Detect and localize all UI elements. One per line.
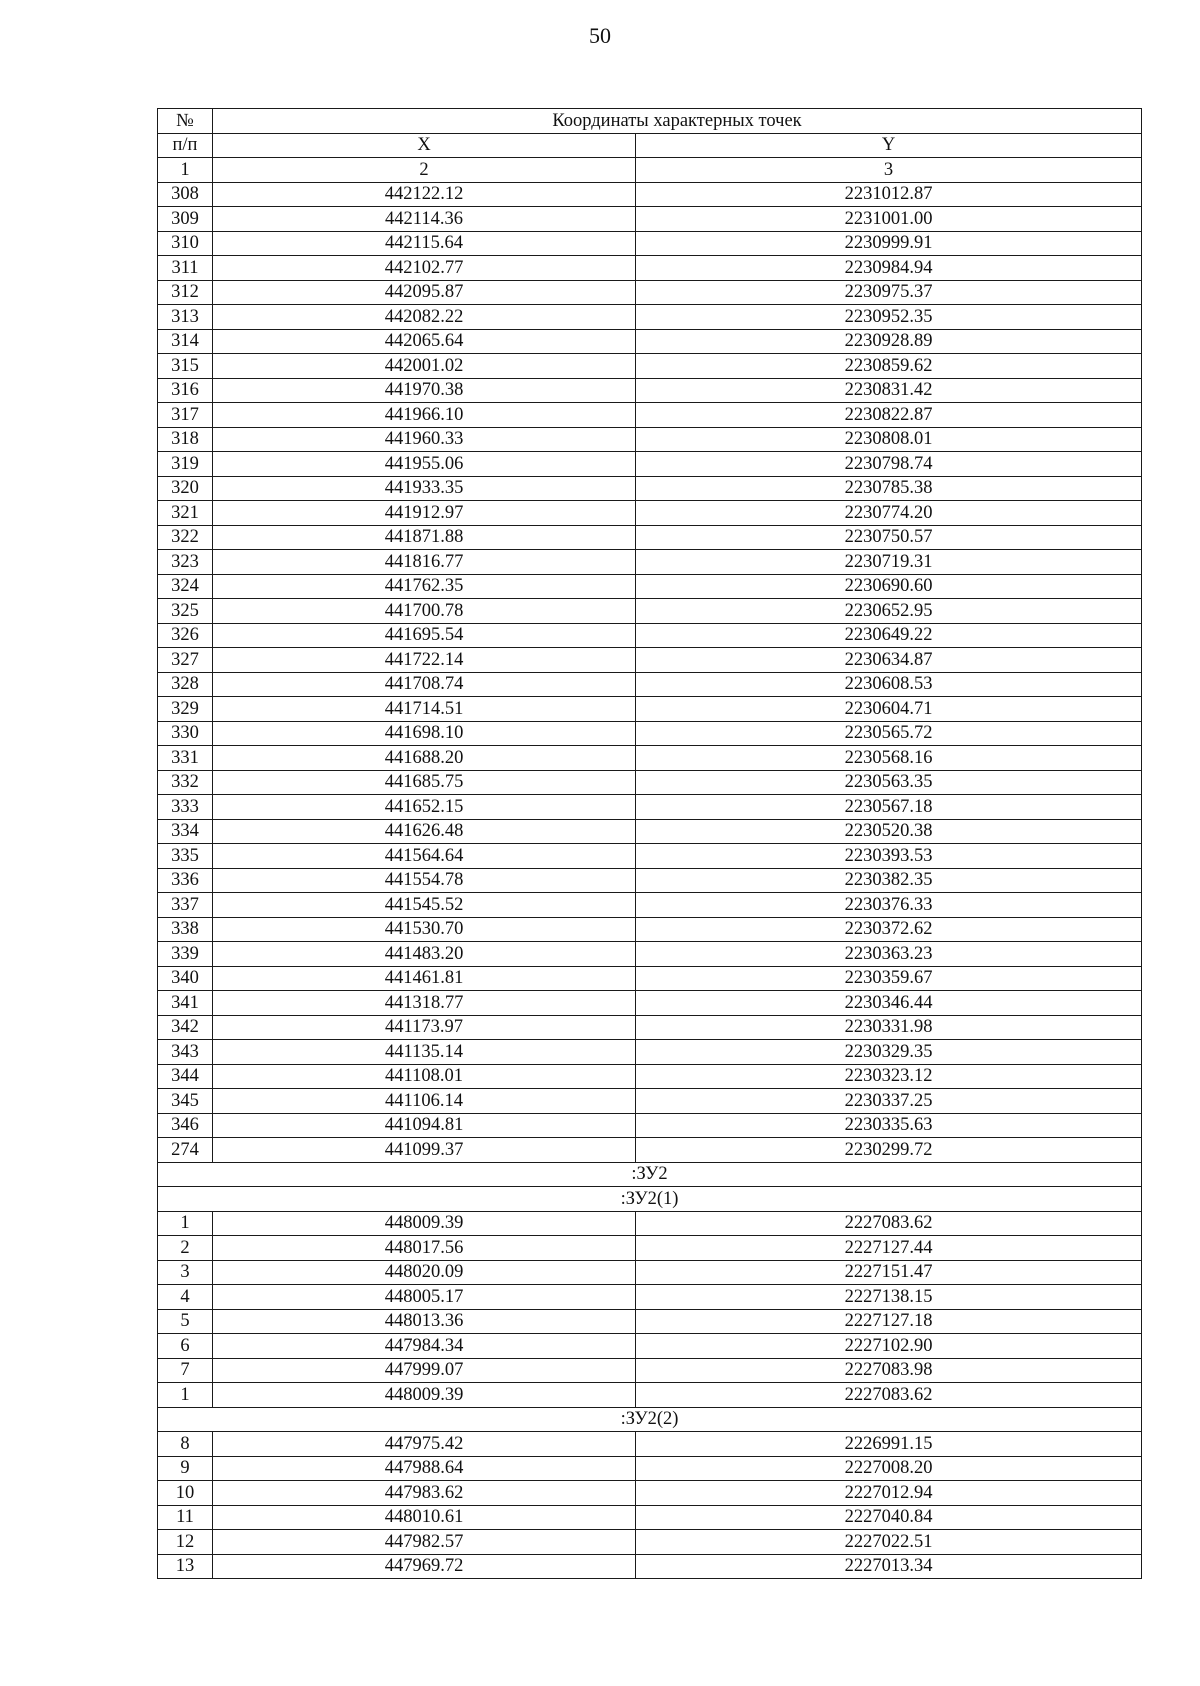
point-number-cell: 5 (158, 1309, 213, 1334)
x-coordinate-cell: 448010.61 (213, 1505, 636, 1530)
point-number-cell: 274 (158, 1138, 213, 1163)
x-coordinate-cell: 447984.34 (213, 1334, 636, 1359)
table-row (158, 1554, 1142, 1579)
x-coordinate-cell: 441530.70 (213, 917, 636, 942)
table-row (158, 991, 1142, 1016)
y-coordinate-cell: 2230376.33 (636, 893, 1142, 918)
y-coordinate-cell: 2230382.35 (636, 868, 1142, 893)
table-row (158, 1113, 1142, 1138)
point-number-cell: 346 (158, 1113, 213, 1138)
table-body (158, 182, 1142, 1579)
point-number-cell: 2 (158, 1236, 213, 1261)
table-row (158, 354, 1142, 379)
point-number-cell: 343 (158, 1040, 213, 1065)
y-coordinate-cell: 2230952.35 (636, 305, 1142, 330)
x-coordinate-cell: 447983.62 (213, 1481, 636, 1506)
header-col-1: 1 (158, 158, 213, 183)
x-coordinate-cell: 441564.64 (213, 844, 636, 869)
header-row-2 (158, 133, 1142, 158)
x-coordinate-cell: 441762.35 (213, 574, 636, 599)
table-row (158, 280, 1142, 305)
y-coordinate-cell: 2230719.31 (636, 550, 1142, 575)
y-coordinate-cell: 2231001.00 (636, 207, 1142, 232)
x-coordinate-cell: 441698.10 (213, 721, 636, 746)
x-coordinate-cell: 447982.57 (213, 1530, 636, 1555)
y-coordinate-cell: 2230785.38 (636, 476, 1142, 501)
table-row (158, 1358, 1142, 1383)
table-row (158, 329, 1142, 354)
y-coordinate-cell: 2230372.62 (636, 917, 1142, 942)
coordinates-table (157, 108, 1142, 1579)
y-coordinate-cell: 2230608.53 (636, 672, 1142, 697)
table-row (158, 1309, 1142, 1334)
point-number-cell: 331 (158, 746, 213, 771)
table-row (158, 1260, 1142, 1285)
point-number-cell: 327 (158, 648, 213, 673)
point-number-cell: 335 (158, 844, 213, 869)
y-coordinate-cell: 2230565.72 (636, 721, 1142, 746)
point-number-cell: 9 (158, 1456, 213, 1481)
y-coordinate-cell: 2230563.35 (636, 770, 1142, 795)
header-col-3: 3 (636, 158, 1142, 183)
x-coordinate-cell: 441461.81 (213, 966, 636, 991)
y-coordinate-cell: 2227138.15 (636, 1285, 1142, 1310)
y-coordinate-cell: 2226991.15 (636, 1432, 1142, 1457)
section-row (158, 1187, 1142, 1212)
y-coordinate-cell: 2230299.72 (636, 1138, 1142, 1163)
y-coordinate-cell: 2227083.62 (636, 1383, 1142, 1408)
table-row (158, 721, 1142, 746)
x-coordinate-cell: 441955.06 (213, 452, 636, 477)
table-row (158, 893, 1142, 918)
x-coordinate-cell: 442102.77 (213, 256, 636, 281)
table-row (158, 648, 1142, 673)
x-coordinate-cell: 441970.38 (213, 378, 636, 403)
point-number-cell: 333 (158, 795, 213, 820)
x-coordinate-cell: 441554.78 (213, 868, 636, 893)
point-number-cell: 328 (158, 672, 213, 697)
point-number-cell: 1 (158, 1211, 213, 1236)
y-coordinate-cell: 2230999.91 (636, 231, 1142, 256)
point-number-cell: 345 (158, 1089, 213, 1114)
y-coordinate-cell: 2230337.25 (636, 1089, 1142, 1114)
header-num-bottom: п/п (158, 133, 213, 158)
point-number-cell: 340 (158, 966, 213, 991)
y-coordinate-cell: 2230393.53 (636, 844, 1142, 869)
point-number-cell: 342 (158, 1015, 213, 1040)
table-row (158, 1456, 1142, 1481)
point-number-cell: 323 (158, 550, 213, 575)
point-number-cell: 6 (158, 1334, 213, 1359)
y-coordinate-cell: 2227083.98 (636, 1358, 1142, 1383)
table-row (158, 966, 1142, 991)
x-coordinate-cell: 441685.75 (213, 770, 636, 795)
table-row (158, 207, 1142, 232)
table-row (158, 574, 1142, 599)
x-coordinate-cell: 441695.54 (213, 623, 636, 648)
point-number-cell: 313 (158, 305, 213, 330)
section-label: :ЗУ2 (158, 1162, 1142, 1187)
y-coordinate-cell: 2230346.44 (636, 991, 1142, 1016)
x-coordinate-cell: 442001.02 (213, 354, 636, 379)
x-coordinate-cell: 448017.56 (213, 1236, 636, 1261)
point-number-cell: 1 (158, 1383, 213, 1408)
section-label: :ЗУ2(1) (158, 1187, 1142, 1212)
table-row (158, 305, 1142, 330)
y-coordinate-cell: 2230652.95 (636, 599, 1142, 624)
table-header (158, 109, 1142, 183)
x-coordinate-cell: 447999.07 (213, 1358, 636, 1383)
point-number-cell: 334 (158, 819, 213, 844)
point-number-cell: 314 (158, 329, 213, 354)
x-coordinate-cell: 441626.48 (213, 819, 636, 844)
page-number: 50 (589, 23, 611, 48)
x-coordinate-cell: 447969.72 (213, 1554, 636, 1579)
y-coordinate-cell: 2230750.57 (636, 525, 1142, 550)
table-row (158, 403, 1142, 428)
table-row (158, 1211, 1142, 1236)
y-coordinate-cell: 2230822.87 (636, 403, 1142, 428)
point-number-cell: 315 (158, 354, 213, 379)
y-coordinate-cell: 2230984.94 (636, 256, 1142, 281)
table-row (158, 1530, 1142, 1555)
y-coordinate-cell: 2227102.90 (636, 1334, 1142, 1359)
point-number-cell: 332 (158, 770, 213, 795)
header-col-2: 2 (213, 158, 636, 183)
y-coordinate-cell: 2230520.38 (636, 819, 1142, 844)
header-group-title: Координаты характерных точек (213, 109, 1142, 134)
point-number-cell: 316 (158, 378, 213, 403)
table-row (158, 256, 1142, 281)
x-coordinate-cell: 448009.39 (213, 1383, 636, 1408)
y-coordinate-cell: 2230604.71 (636, 697, 1142, 722)
x-coordinate-cell: 441722.14 (213, 648, 636, 673)
point-number-cell: 319 (158, 452, 213, 477)
section-row (158, 1407, 1142, 1432)
x-coordinate-cell: 441094.81 (213, 1113, 636, 1138)
table-row (158, 672, 1142, 697)
section-label: :ЗУ2(2) (158, 1407, 1142, 1432)
table-row (158, 942, 1142, 967)
table-row (158, 1040, 1142, 1065)
y-coordinate-cell: 2227151.47 (636, 1260, 1142, 1285)
x-coordinate-cell: 442082.22 (213, 305, 636, 330)
y-coordinate-cell: 2230335.63 (636, 1113, 1142, 1138)
table-row (158, 1015, 1142, 1040)
x-coordinate-cell: 441483.20 (213, 942, 636, 967)
x-coordinate-cell: 448005.17 (213, 1285, 636, 1310)
y-coordinate-cell: 2230568.16 (636, 746, 1142, 771)
point-number-cell: 317 (158, 403, 213, 428)
y-coordinate-cell: 2230329.35 (636, 1040, 1142, 1065)
section-row (158, 1162, 1142, 1187)
header-x: X (213, 133, 636, 158)
header-row-3 (158, 158, 1142, 183)
table-row (158, 1064, 1142, 1089)
x-coordinate-cell: 441108.01 (213, 1064, 636, 1089)
x-coordinate-cell: 448013.36 (213, 1309, 636, 1334)
table-row (158, 1285, 1142, 1310)
table-row (158, 452, 1142, 477)
x-coordinate-cell: 441960.33 (213, 427, 636, 452)
table-row (158, 599, 1142, 624)
x-coordinate-cell: 447975.42 (213, 1432, 636, 1457)
x-coordinate-cell: 441933.35 (213, 476, 636, 501)
y-coordinate-cell: 2230808.01 (636, 427, 1142, 452)
x-coordinate-cell: 441652.15 (213, 795, 636, 820)
x-coordinate-cell: 441700.78 (213, 599, 636, 624)
table-row (158, 550, 1142, 575)
point-number-cell: 312 (158, 280, 213, 305)
x-coordinate-cell: 441106.14 (213, 1089, 636, 1114)
y-coordinate-cell: 2230690.60 (636, 574, 1142, 599)
point-number-cell: 325 (158, 599, 213, 624)
table-row (158, 1432, 1142, 1457)
table-row (158, 844, 1142, 869)
point-number-cell: 320 (158, 476, 213, 501)
x-coordinate-cell: 441714.51 (213, 697, 636, 722)
table-row (158, 868, 1142, 893)
table-row (158, 378, 1142, 403)
point-number-cell: 4 (158, 1285, 213, 1310)
x-coordinate-cell: 442065.64 (213, 329, 636, 354)
x-coordinate-cell: 441545.52 (213, 893, 636, 918)
y-coordinate-cell: 2227040.84 (636, 1505, 1142, 1530)
x-coordinate-cell: 442115.64 (213, 231, 636, 256)
table-row (158, 770, 1142, 795)
point-number-cell: 321 (158, 501, 213, 526)
point-number-cell: 324 (158, 574, 213, 599)
point-number-cell: 311 (158, 256, 213, 281)
x-coordinate-cell: 442095.87 (213, 280, 636, 305)
x-coordinate-cell: 441966.10 (213, 403, 636, 428)
table-row (158, 231, 1142, 256)
table-row (158, 1481, 1142, 1506)
point-number-cell: 329 (158, 697, 213, 722)
y-coordinate-cell: 2230975.37 (636, 280, 1142, 305)
y-coordinate-cell: 2230363.23 (636, 942, 1142, 967)
y-coordinate-cell: 2227127.18 (636, 1309, 1142, 1334)
y-coordinate-cell: 2230567.18 (636, 795, 1142, 820)
point-number-cell: 322 (158, 525, 213, 550)
x-coordinate-cell: 441173.97 (213, 1015, 636, 1040)
header-num-top: № (158, 109, 213, 134)
point-number-cell: 337 (158, 893, 213, 918)
y-coordinate-cell: 2230331.98 (636, 1015, 1142, 1040)
point-number-cell: 11 (158, 1505, 213, 1530)
x-coordinate-cell: 441871.88 (213, 525, 636, 550)
point-number-cell: 341 (158, 991, 213, 1016)
y-coordinate-cell: 2231012.87 (636, 182, 1142, 207)
point-number-cell: 339 (158, 942, 213, 967)
point-number-cell: 326 (158, 623, 213, 648)
y-coordinate-cell: 2227022.51 (636, 1530, 1142, 1555)
y-coordinate-cell: 2230859.62 (636, 354, 1142, 379)
point-number-cell: 338 (158, 917, 213, 942)
point-number-cell: 330 (158, 721, 213, 746)
x-coordinate-cell: 448009.39 (213, 1211, 636, 1236)
y-coordinate-cell: 2230831.42 (636, 378, 1142, 403)
table-row (158, 623, 1142, 648)
table-row (158, 182, 1142, 207)
y-coordinate-cell: 2230928.89 (636, 329, 1142, 354)
table-row (158, 746, 1142, 771)
point-number-cell: 12 (158, 1530, 213, 1555)
point-number-cell: 7 (158, 1358, 213, 1383)
point-number-cell: 336 (158, 868, 213, 893)
x-coordinate-cell: 441708.74 (213, 672, 636, 697)
table-row (158, 795, 1142, 820)
table-row (158, 476, 1142, 501)
table-row (158, 501, 1142, 526)
point-number-cell: 3 (158, 1260, 213, 1285)
table-row (158, 427, 1142, 452)
header-y: Y (636, 133, 1142, 158)
x-coordinate-cell: 441912.97 (213, 501, 636, 526)
table-row (158, 1089, 1142, 1114)
y-coordinate-cell: 2227083.62 (636, 1211, 1142, 1236)
y-coordinate-cell: 2230798.74 (636, 452, 1142, 477)
table-row (158, 1383, 1142, 1408)
point-number-cell: 310 (158, 231, 213, 256)
table-row (158, 1138, 1142, 1163)
table-row (158, 917, 1142, 942)
x-coordinate-cell: 441318.77 (213, 991, 636, 1016)
table-row (158, 1505, 1142, 1530)
x-coordinate-cell: 442122.12 (213, 182, 636, 207)
point-number-cell: 309 (158, 207, 213, 232)
x-coordinate-cell: 447988.64 (213, 1456, 636, 1481)
x-coordinate-cell: 441135.14 (213, 1040, 636, 1065)
x-coordinate-cell: 441688.20 (213, 746, 636, 771)
point-number-cell: 308 (158, 182, 213, 207)
y-coordinate-cell: 2230649.22 (636, 623, 1142, 648)
point-number-cell: 344 (158, 1064, 213, 1089)
table-row (158, 1236, 1142, 1261)
table-row (158, 525, 1142, 550)
point-number-cell: 8 (158, 1432, 213, 1457)
x-coordinate-cell: 441099.37 (213, 1138, 636, 1163)
y-coordinate-cell: 2230323.12 (636, 1064, 1142, 1089)
y-coordinate-cell: 2230634.87 (636, 648, 1142, 673)
point-number-cell: 318 (158, 427, 213, 452)
table-row (158, 1334, 1142, 1359)
y-coordinate-cell: 2227008.20 (636, 1456, 1142, 1481)
x-coordinate-cell: 441816.77 (213, 550, 636, 575)
y-coordinate-cell: 2230774.20 (636, 501, 1142, 526)
table-row (158, 819, 1142, 844)
point-number-cell: 10 (158, 1481, 213, 1506)
table-row (158, 697, 1142, 722)
x-coordinate-cell: 448020.09 (213, 1260, 636, 1285)
point-number-cell: 13 (158, 1554, 213, 1579)
header-row-1 (158, 109, 1142, 134)
y-coordinate-cell: 2227012.94 (636, 1481, 1142, 1506)
y-coordinate-cell: 2230359.67 (636, 966, 1142, 991)
y-coordinate-cell: 2227013.34 (636, 1554, 1142, 1579)
x-coordinate-cell: 442114.36 (213, 207, 636, 232)
y-coordinate-cell: 2227127.44 (636, 1236, 1142, 1261)
